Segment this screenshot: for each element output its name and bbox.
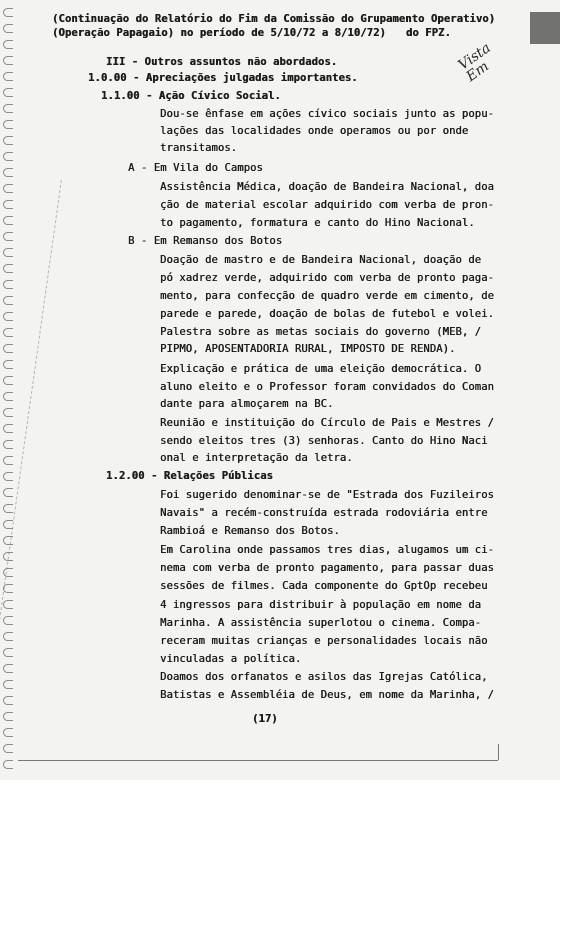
paragraph-line: nema com verba de pronto pagamento, para passar duas: [160, 562, 494, 574]
binding-ring: [3, 312, 13, 321]
binding-ring: [3, 328, 13, 337]
binding-ring: [3, 40, 13, 49]
paragraph-line: Marinha. A assistência superlotou o cinema. Compa-: [160, 617, 482, 629]
binding-ring: [3, 680, 13, 689]
binding-ring: [3, 24, 13, 33]
binding-ring: [3, 696, 13, 705]
paragraph-line: Palestra sobre as metas sociais do governo (MEB, /: [160, 326, 482, 338]
paragraph-line: Explicação e prática de uma eleição democrática. O: [160, 363, 482, 375]
bottom-rule-hook: [498, 744, 499, 760]
paragraph-line: dante para almoçarem na BC.: [160, 398, 334, 410]
item-a-title: Em Vila do Campos: [153, 162, 263, 174]
binding-ring: [3, 104, 13, 113]
item-a-marker: A -: [128, 162, 148, 174]
item-b-title: Em Remanso dos Botos: [153, 235, 283, 247]
binding-ring: [3, 152, 13, 161]
binding-ring: [3, 424, 13, 433]
binding-ring: [3, 440, 13, 449]
paragraph-line: sendo eleitos tres (3) senhoras. Canto do Hino Naci: [160, 435, 488, 447]
binding-ring: [3, 408, 13, 417]
binding-ring: [3, 744, 13, 753]
heading-1-0-00: 1.0.00 - Apreciações julgadas importantes.: [88, 72, 358, 84]
binding-ring: [3, 504, 13, 513]
item-a-heading: [128, 161, 263, 175]
corner-stamp-mark: [530, 12, 560, 44]
header-line-2-left: (Operação Papagaio) no período de 5/10/72 a 8/10/72): [52, 27, 386, 39]
paragraph-line: vinculadas a política.: [160, 653, 302, 665]
binding-ring: [3, 760, 13, 769]
binding-ring: [3, 280, 13, 289]
binding-ring: [3, 248, 13, 257]
bottom-rule: [18, 760, 498, 761]
binding-ring: [3, 664, 13, 673]
binding-ring: [3, 232, 13, 241]
binding-ring: [3, 360, 13, 369]
binding-ring: [3, 8, 13, 17]
paragraph-line: Reunião e instituição do Círculo de Pais e Mestres /: [160, 417, 494, 429]
header-line-2: [52, 26, 451, 40]
paragraph-line: Dou-se ênfase em ações cívico sociais junto as popu-: [160, 108, 494, 120]
binding-ring: [3, 136, 13, 145]
page-number: (17): [252, 713, 278, 725]
paragraph-line: ção de material escolar adquirido com verba de pron-: [160, 199, 494, 211]
binding-ring: [3, 728, 13, 737]
binding-ring: [3, 296, 13, 305]
paragraph-line: PIPMO, APOSENTADORIA RURAL, IMPOSTO DE RENDA).: [160, 343, 456, 355]
binding-ring: [3, 184, 13, 193]
binding-ring: [3, 72, 13, 81]
paragraph-line: aluno eleito e o Professor foram convidados do Coman: [160, 381, 494, 393]
paragraph-line: Rambioá e Remanso dos Botos.: [160, 525, 340, 537]
paragraph-line: Assistência Médica, doação de Bandeira Nacional, doa: [160, 181, 494, 193]
paragraph-line: pó xadrez verde, adquirido com verba de pronto paga-: [160, 272, 494, 284]
item-b-marker: B -: [128, 235, 148, 247]
binding-ring: [3, 376, 13, 385]
binding-ring: [3, 632, 13, 641]
paragraph-line: parede e parede, doação de bolas de futebol e volei.: [160, 308, 494, 320]
paragraph-line: onal e interpretação da letra.: [160, 452, 353, 464]
paragraph-line: to pagamento, formatura e canto do Hino Nacional.: [160, 217, 475, 229]
binding-holes: [0, 0, 18, 780]
paragraph-line: Em Carolina onde passamos tres dias, alugamos um ci-: [160, 544, 494, 556]
paragraph-line: receram muitas crianças e personalidades locais não: [160, 635, 488, 647]
paragraph-line: Navais" a recém-construída estrada rodoviária entre: [160, 507, 488, 519]
binding-ring: [3, 264, 13, 273]
binding-ring: [3, 200, 13, 209]
paragraph-line: Foi sugerido denominar-se de "Estrada dos Fuzileiros: [160, 489, 494, 501]
header-line-1: (Continuação do Relatório do Fim da Comissão do Grupamento Operativo): [52, 13, 496, 25]
paragraph-line: lações das localidades onde operamos ou por onde: [160, 125, 469, 137]
binding-ring: [3, 120, 13, 129]
item-b-heading: [128, 234, 282, 248]
paragraph-line: 4 ingressos para distribuir à população em nome da: [160, 599, 482, 611]
binding-ring: [3, 344, 13, 353]
binding-ring: [3, 472, 13, 481]
paragraph-line: mento, para confecção de quadro verde em cimento, de: [160, 290, 494, 302]
paragraph-line: transitamos.: [160, 142, 238, 154]
paragraph-line: Batistas e Assembléia de Deus, em nome da Marinha, /: [160, 689, 494, 701]
heading-1-1-00: 1.1.00 - Ação Cívico Social.: [101, 90, 281, 102]
heading-1-2-00: 1.2.00 - Relações Públicas: [106, 470, 273, 482]
scan-artifact: [0, 180, 132, 620]
binding-ring: [3, 712, 13, 721]
binding-ring: [3, 456, 13, 465]
binding-ring: [3, 56, 13, 65]
paragraph-line: Doação de mastro e de Bandeira Nacional, doação de: [160, 254, 482, 266]
binding-ring: [3, 168, 13, 177]
handwritten-initials: Vista Em: [455, 40, 494, 85]
section-iii-heading: III - Outros assuntos não abordados.: [106, 56, 338, 68]
binding-ring: [3, 88, 13, 97]
binding-ring: [3, 392, 13, 401]
binding-ring: [3, 216, 13, 225]
header-line-2-right: do FPZ.: [405, 27, 451, 39]
paragraph-line: Doamos dos orfanatos e asilos das Igrejas Católica,: [160, 671, 488, 683]
binding-ring: [3, 488, 13, 497]
binding-ring: [3, 648, 13, 657]
paragraph-line: sessões de filmes. Cada componente do GptOp recebeu: [160, 580, 488, 592]
